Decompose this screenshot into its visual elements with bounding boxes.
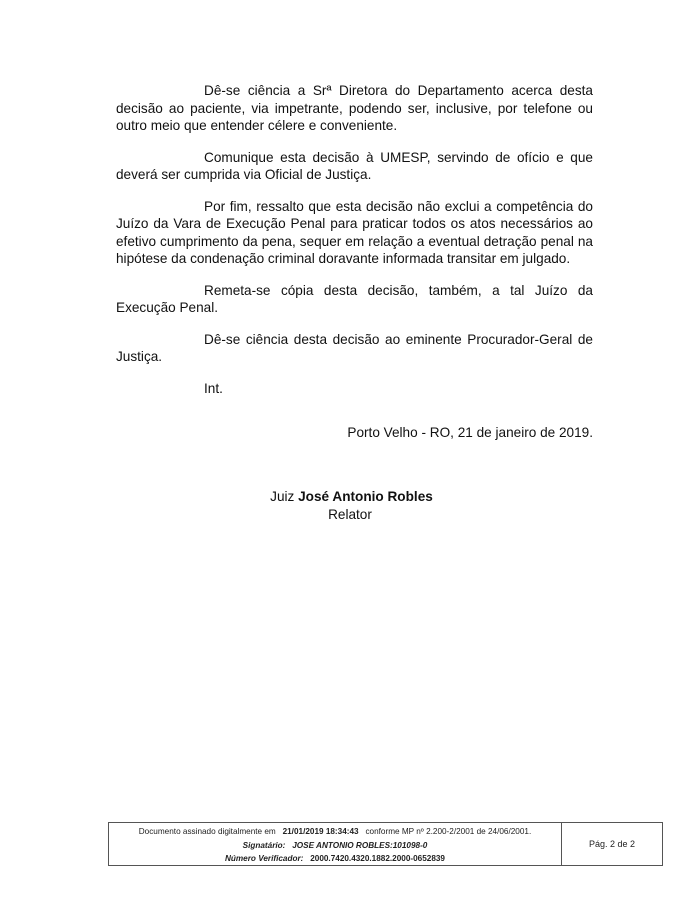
paragraph-remeta-se: Remeta-se cópia desta decisão, também, a tal Juízo da Execução Penal. [116,282,593,315]
paragraph-por-fim: Por fim, ressalto que esta decisão não exclui a competência do Juízo da Vara de Execução Penal para praticar todos os atos necessários ao efetivo cumprimento da pena, sequer em relação a eventual detração penal na hipótese da condenação criminal doravante informada transitar em julgado. [116,198,593,266]
footer-page-number: Pág. 2 de 2 [588,839,636,849]
paragraph-comunique-umesp: Comunique esta decisão à UMESP, servindo de ofício e que deverá ser cumprida via Oficial de Justiça. [116,149,593,182]
signature-title: Juiz [270,489,295,504]
footer-signed-label: Documento assinado digitalmente em [138,827,276,836]
paragraph-ciencia-diretora: Dê-se ciência a Srª Diretora do Departamento acerca desta decisão ao paciente, via impetrante, podendo ser, inclusive, por telefone ou outro meio que entender célere e conveniente. [116,83,593,133]
digital-signature-footer [108,822,663,866]
document-body [116,82,593,397]
footer-verifier-value: 2000.7420.4320.1882.2000-0652839 [310,854,445,863]
footer-verifier-line [109,854,561,863]
signature-role: Relator [328,506,372,522]
footer-conformity: conforme MP nº 2.200-2/2001 de 24/06/2001. [365,827,532,836]
footer-signature-info [109,823,562,865]
footer-signed-datetime: 21/01/2019 18:34:43 [282,827,359,836]
footer-signer-value: JOSE ANTONIO ROBLES:101098-0 [292,841,428,850]
footer-signer-label: Signatário: [242,841,286,850]
closing-int: Int. [204,380,223,396]
footer-verifier-label: Número Verificador: [224,854,304,863]
footer-signer-line [109,841,561,850]
signature-name: José Antonio Robles [298,489,433,504]
place-date: Porto Velho - RO, 21 de janeiro de 2019. [347,425,593,440]
footer-signed-line [109,827,561,836]
signature-name-line [0,488,700,506]
signature-block [0,488,700,523]
paragraph-ciencia-procurador: Dê-se ciência desta decisão ao eminente Procurador-Geral de Justiça. [116,331,593,364]
